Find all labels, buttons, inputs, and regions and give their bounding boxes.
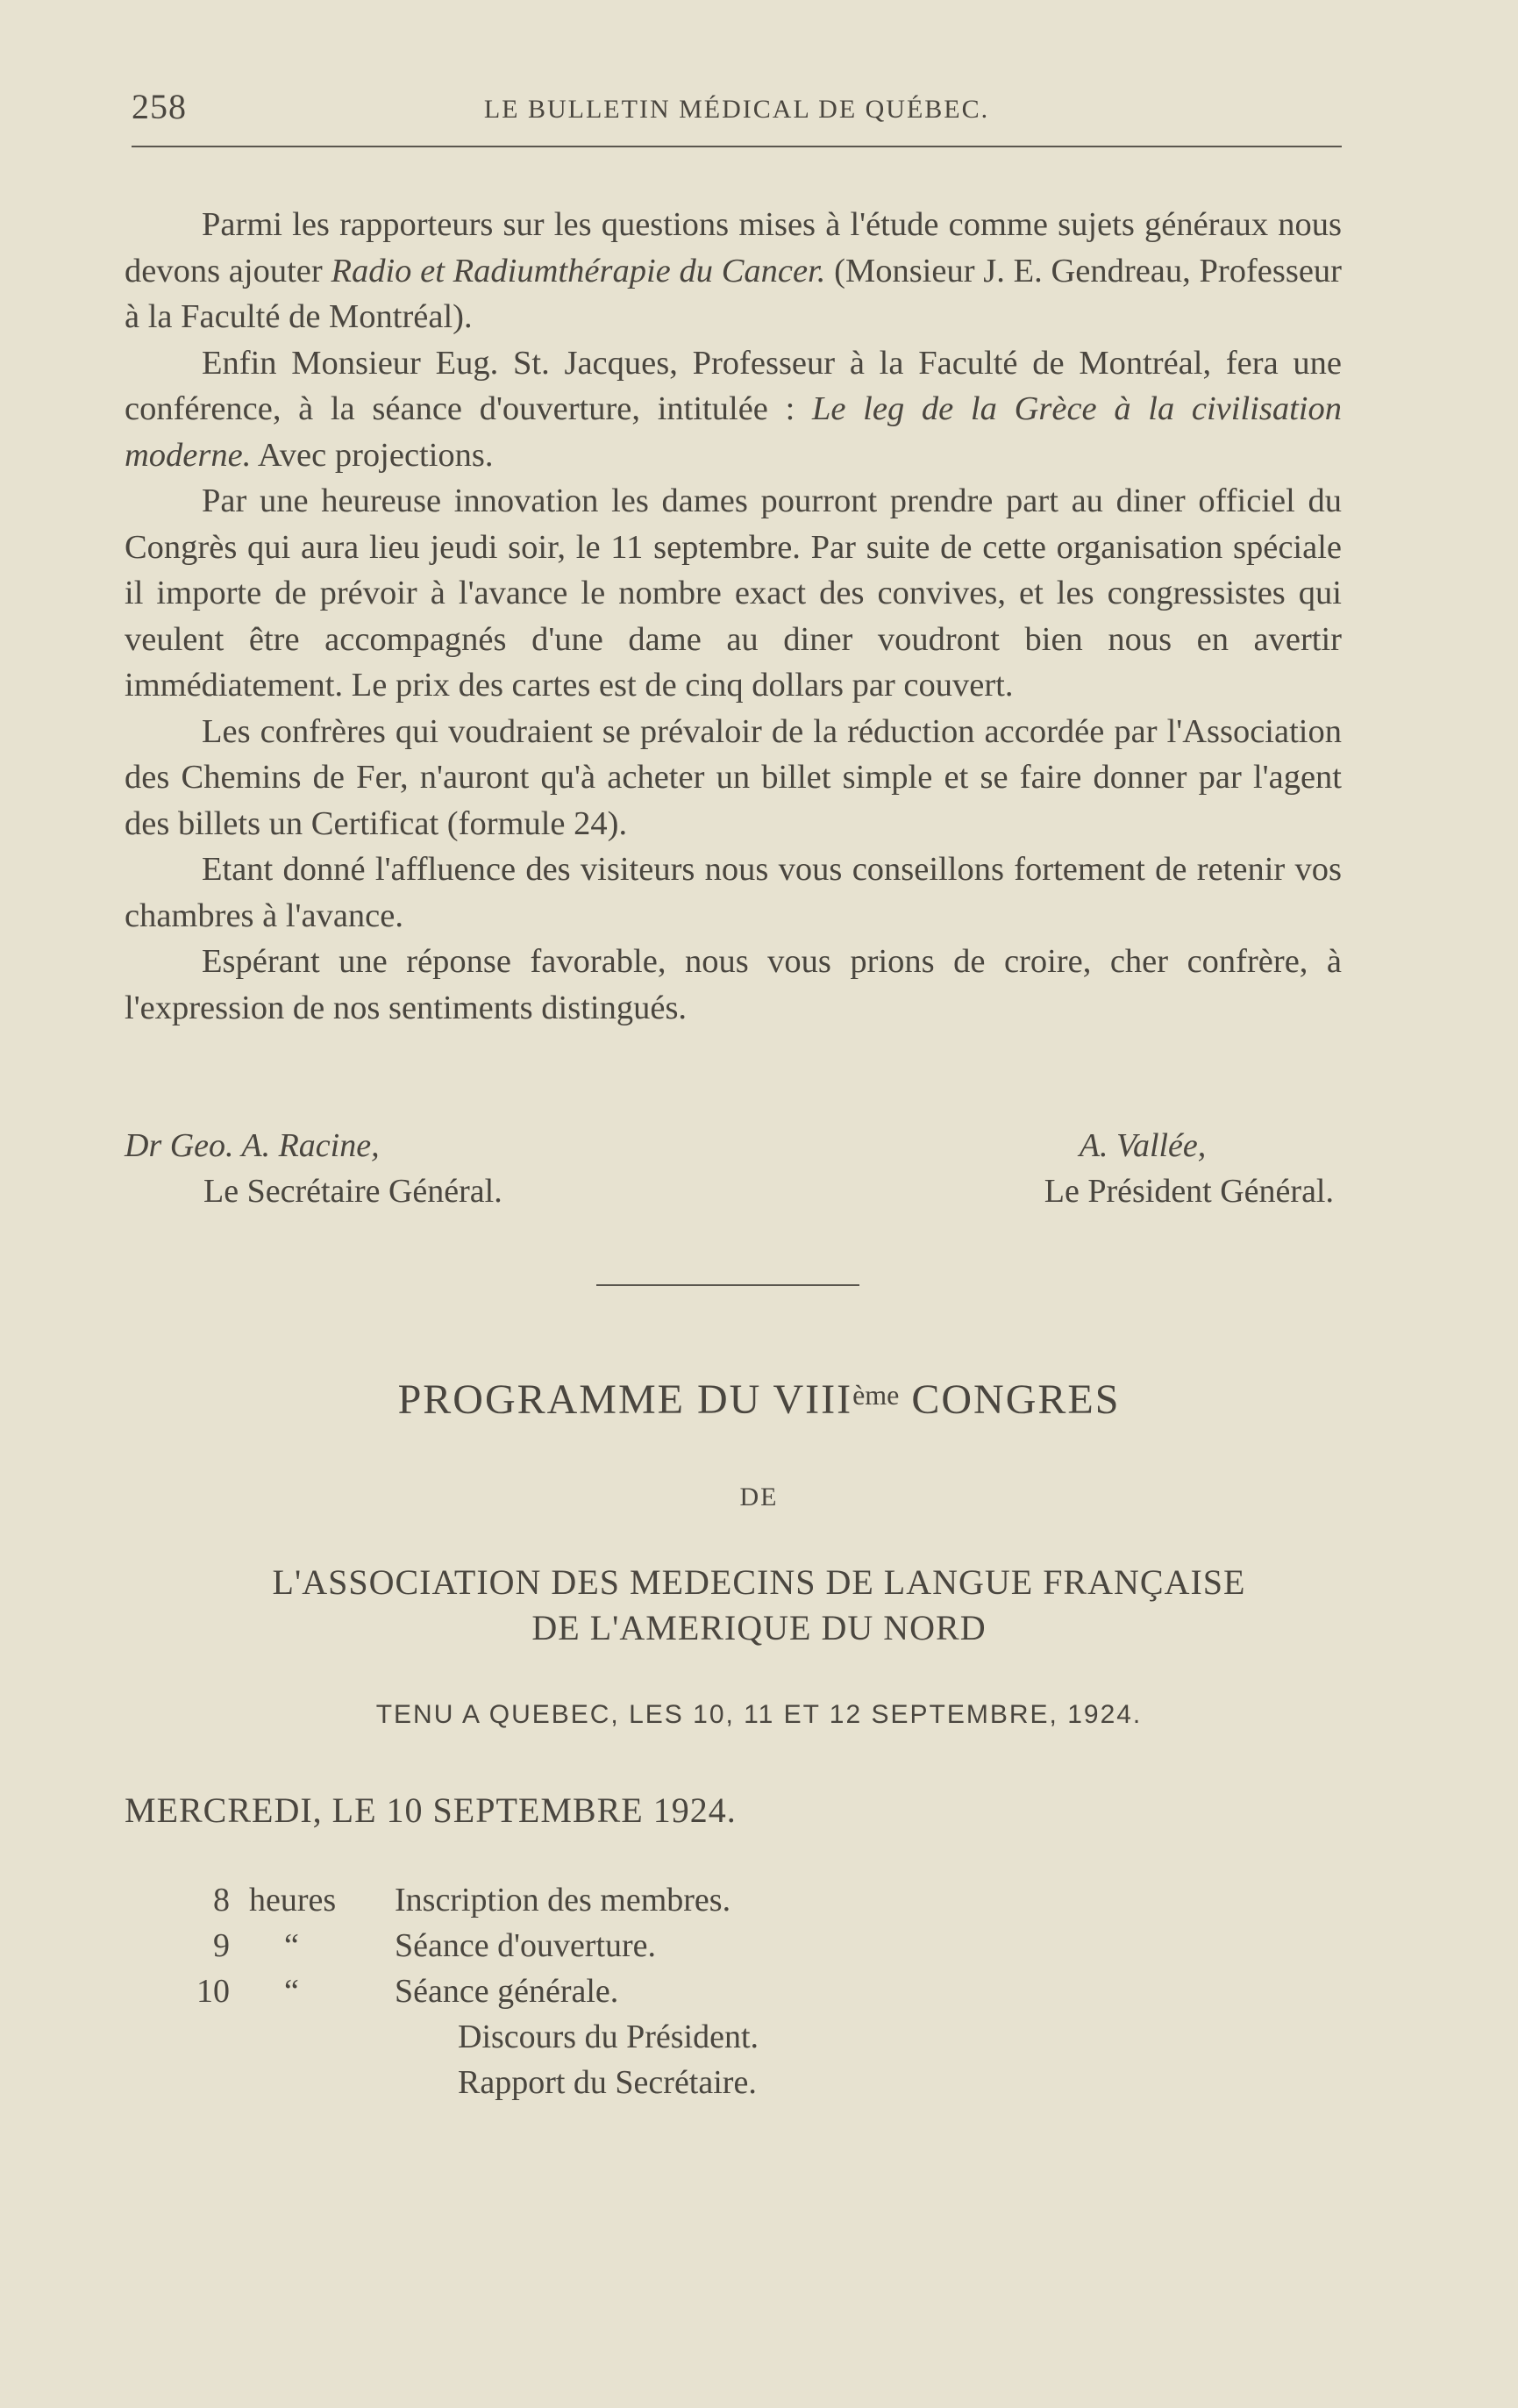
paragraph-chambres: Etant donné l'affluence des visiteurs nous vous conseillons fortement de retenir vos chambres à l'avance. bbox=[125, 851, 1342, 934]
paragraph-rapporteurs bbox=[125, 202, 1342, 340]
association-line: L'ASSOCIATION DES MEDECINS DE LANGUE FRANÇAISE bbox=[272, 1562, 1246, 1602]
signature-title: Le Secrétaire Général. bbox=[203, 1173, 502, 1210]
schedule-hour: 9 bbox=[213, 1927, 230, 1964]
title-text: PROGRAMME DU VIII bbox=[397, 1376, 853, 1423]
page-number: 258 bbox=[132, 87, 187, 126]
text-run: Avec projections. bbox=[251, 436, 494, 474]
text-run: (Monsieur J. E. Gendreau, Professeur à la Faculté de Montréal). bbox=[125, 252, 1343, 335]
schedule-unit: “ bbox=[284, 1973, 299, 2010]
programme-title bbox=[0, 1375, 1518, 1424]
association-line: DE L'AMERIQUE DU NORD bbox=[531, 1608, 987, 1647]
italic-title: Radio et Radiumthérapie du Cancer. bbox=[331, 252, 826, 289]
italic-title: Le leg de la Grèce à la civilisation moderne. bbox=[125, 390, 1342, 474]
schedule-description: Rapport du Secrétaire. bbox=[458, 2064, 757, 2101]
schedule-hour: 8 bbox=[213, 1882, 230, 1919]
signature-president bbox=[1044, 1123, 1334, 1214]
paragraph-closing: Espérant une réponse favorable, nous vous prions de croire, cher confrère, à l'expression de nos sentiments distingués. bbox=[125, 943, 1342, 1026]
schedule-description: Séance d'ouverture. bbox=[395, 1927, 657, 1964]
title-superscript: ème bbox=[852, 1379, 900, 1411]
schedule-hour: 10 bbox=[196, 1973, 230, 2010]
signature-secretary bbox=[125, 1123, 502, 1214]
paragraph-chemins-de-fer: Les confrères qui voudraient se prévaloir de la réduction accordée par l'Association des Chemins de Fer, n'auront qu'à acheter un billet simple et se faire donner par l'agent des billets un Certificat (formule 24). bbox=[125, 712, 1342, 842]
programme-de: DE bbox=[739, 1483, 779, 1511]
schedule-description: Inscription des membres. bbox=[395, 1882, 731, 1919]
letter-body bbox=[125, 202, 1342, 1031]
signature-name: Dr Geo. A. Racine, bbox=[125, 1127, 380, 1164]
paragraph-diner: Par une heureuse innovation les dames pourront prendre part au diner officiel du Congrès qui aura lieu jeudi soir, le 11 septembre. Par suite de cette organisation spéciale il importe de prévoir à l'avance le nombre exact des convives, et les congressistes qui veulent être accompagnés d'une dame au diner voudront bien nous en avertir immédiatement. Le prix des cartes est de cinq dollars par couvert. bbox=[125, 482, 1342, 704]
signature-title: Le Président Général. bbox=[1044, 1173, 1334, 1210]
signature-name: A. Vallée, bbox=[1079, 1127, 1207, 1164]
running-title: LE BULLETIN MÉDICAL DE QUÉBEC. bbox=[483, 95, 990, 124]
schedule-description: Discours du Président. bbox=[458, 2019, 759, 2055]
schedule-description: Séance générale. bbox=[395, 1973, 619, 2010]
schedule-unit: “ bbox=[284, 1927, 299, 1964]
text-run: Enfin Monsieur Eug. St. Jacques, Professeur à la Faculté de Montréal, fera une conférence, à la séance d'ouverture, intitulée : bbox=[125, 344, 1342, 427]
text-run: Parmi les rapporteurs sur les questions mises à l'étude comme sujets généraux nous devons ajouter bbox=[125, 206, 1342, 289]
schedule-unit: heures bbox=[249, 1882, 337, 1919]
section-divider bbox=[596, 1284, 859, 1286]
day-heading: MERCREDI, LE 10 SEPTEMBRE 1924. bbox=[125, 1790, 737, 1830]
paragraph-conference bbox=[125, 340, 1342, 479]
congress-dates: TENU A QUEBEC, LES 10, 11 ET 12 SEPTEMBRE, 1924. bbox=[375, 1700, 1143, 1729]
title-text: CONGRES bbox=[899, 1376, 1121, 1423]
association-name bbox=[0, 1560, 1518, 1651]
header-rule bbox=[132, 146, 1342, 147]
